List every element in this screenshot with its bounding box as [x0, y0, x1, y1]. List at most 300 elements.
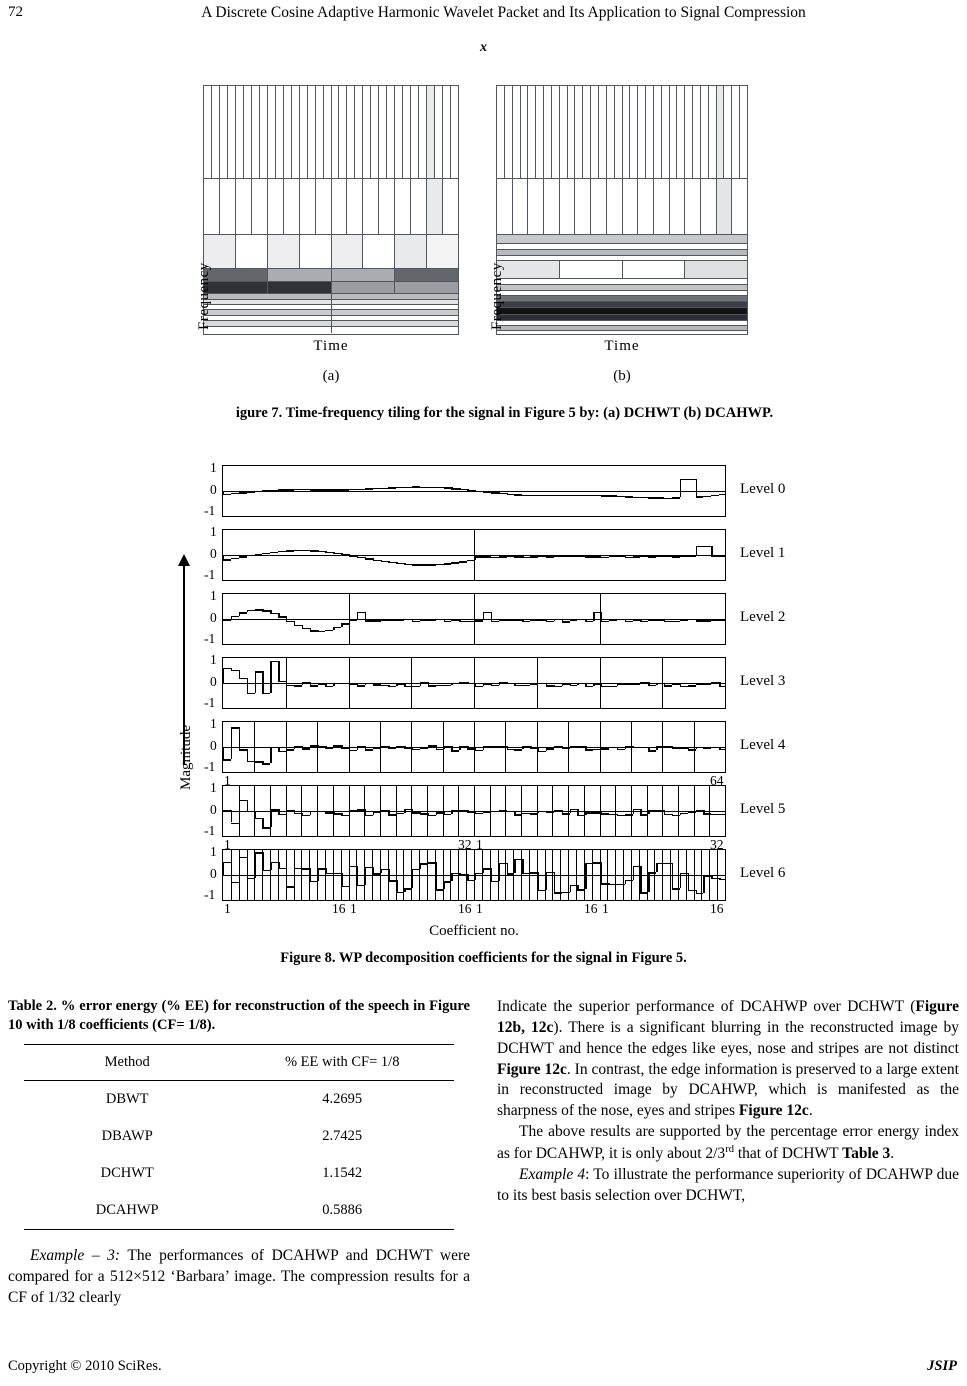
coefficient-edge — [294, 746, 295, 750]
coefficient-edge — [609, 883, 610, 884]
tile-cell — [220, 86, 228, 178]
coefficient-edge — [640, 555, 641, 556]
coefficient-step — [475, 750, 483, 751]
coefficient-edge — [585, 619, 586, 621]
coefficient-step — [570, 556, 578, 557]
coefficient-step — [278, 681, 286, 682]
coefficient-step — [507, 683, 515, 684]
coefficient-step — [341, 815, 349, 816]
tile-band — [204, 326, 458, 333]
coefficient-step — [333, 813, 341, 814]
tile-cell — [575, 179, 591, 234]
coefficient-step — [703, 546, 711, 547]
figure8-ytick-mid: 0 — [210, 738, 217, 753]
coefficient-step — [381, 685, 389, 686]
coefficient-edge — [223, 810, 224, 812]
coefficient-edge — [349, 683, 350, 684]
coefficient-edge — [507, 746, 508, 749]
coefficient-edge — [239, 556, 240, 557]
coefficient-edge — [703, 876, 704, 893]
tile-cell — [528, 179, 544, 234]
tile-cell — [591, 86, 599, 178]
coefficient-step — [546, 685, 554, 686]
footer-journal: JSIP — [927, 1358, 957, 1374]
coefficient-edge — [451, 746, 452, 750]
tile-cell — [308, 86, 316, 178]
coefficient-step — [491, 557, 499, 558]
coefficient-step — [633, 556, 641, 557]
segment-divider — [584, 786, 585, 836]
segment-divider — [474, 722, 475, 772]
tile-band — [204, 268, 458, 281]
coefficient-edge — [451, 810, 452, 814]
coefficient-edge — [286, 616, 287, 620]
coefficient-step — [562, 813, 570, 814]
coefficient-step — [601, 495, 609, 496]
figure8-ytick-mid: 0 — [210, 482, 217, 497]
coefficient-edge — [349, 620, 350, 623]
coefficient-edge — [530, 620, 531, 621]
coefficient-step — [625, 496, 633, 497]
coefficient-edge — [325, 811, 326, 813]
tile-cell — [363, 235, 395, 268]
coefficient-edge — [483, 684, 484, 686]
segment-divider — [427, 786, 428, 836]
coefficient-edge — [640, 682, 641, 684]
coefficient-step — [302, 550, 310, 551]
table2-header-method: Method — [24, 1045, 230, 1081]
coefficient-step — [388, 880, 396, 881]
coefficient-step — [278, 868, 286, 869]
coefficient-edge — [680, 479, 681, 498]
coefficient-step — [562, 621, 570, 622]
figure7-caption — [0, 405, 967, 422]
tile-cell — [395, 282, 458, 293]
coefficient-edge — [475, 620, 476, 621]
coefficient-edge — [530, 684, 531, 685]
coefficient-edge — [680, 873, 681, 888]
example-4-label: Example 4 — [519, 1165, 586, 1183]
coefficient-edge — [412, 619, 413, 621]
coefficient-step — [325, 686, 333, 687]
coefficient-step — [672, 556, 680, 557]
tile-cell — [395, 235, 427, 268]
coefficient-edge — [310, 628, 311, 630]
coefficient-edge — [286, 810, 287, 814]
coefficient-edge — [428, 813, 429, 815]
coefficient-edge — [672, 556, 673, 557]
coefficient-step — [388, 686, 396, 687]
coefficient-step — [262, 763, 270, 764]
tile-band — [497, 178, 747, 234]
coefficient-edge — [459, 488, 460, 489]
coefficient-edge — [333, 552, 334, 553]
segment-divider — [396, 786, 397, 836]
coefficient-edge — [522, 746, 523, 750]
coefficient-edge — [270, 747, 271, 764]
coefficient-edge — [577, 809, 578, 815]
coefficient-edge — [333, 812, 334, 813]
coefficient-edge — [562, 684, 563, 686]
coefficient-edge — [286, 749, 287, 750]
figure7-panel-b-ylabel: Frequency — [489, 262, 505, 330]
coefficient-edge — [388, 561, 389, 562]
coefficient-edge — [522, 620, 523, 621]
coefficient-edge — [286, 550, 287, 551]
coefficient-step — [412, 812, 420, 813]
coefficient-edge — [546, 748, 547, 750]
coefficient-edge — [270, 552, 271, 553]
coefficient-step — [593, 812, 601, 813]
tile-cell — [419, 86, 427, 178]
tile-cell — [623, 179, 639, 234]
tile-band — [204, 234, 458, 268]
coefficient-step — [672, 748, 680, 749]
table-row — [24, 1192, 454, 1230]
coefficient-edge — [483, 811, 484, 812]
segment-divider — [301, 786, 302, 836]
coefficient-step — [577, 815, 585, 816]
coefficient-edge — [522, 859, 523, 873]
coefficient-edge — [333, 627, 334, 630]
segment-divider — [301, 850, 302, 900]
tile-cell — [387, 86, 395, 178]
coefficient-edge — [491, 684, 492, 685]
coefficient-edge — [365, 809, 366, 815]
segment-divider — [349, 594, 350, 644]
figure8-level-panel — [222, 785, 726, 837]
coefficient-edge — [601, 748, 602, 749]
tile-cell — [599, 86, 607, 178]
tile-band — [497, 234, 747, 243]
coefficient-step — [514, 620, 522, 621]
coefficient-edge — [255, 609, 256, 610]
coefficient-step — [388, 814, 396, 815]
table2-cell-value: 2.7425 — [322, 1128, 363, 1145]
coefficient-step — [373, 560, 381, 561]
coefficient-step — [467, 880, 475, 881]
coefficient-edge — [451, 873, 452, 882]
coefficient-edge — [570, 684, 571, 685]
tile-cell — [536, 86, 544, 178]
coefficient-step — [585, 556, 593, 557]
coefficient-step — [562, 748, 570, 749]
coefficient-edge — [475, 748, 476, 750]
coefficient-step — [310, 685, 318, 686]
coefficient-step — [546, 811, 554, 812]
segment-divider — [654, 850, 655, 900]
tile-cell — [332, 327, 459, 333]
coefficient-edge — [365, 867, 366, 885]
coefficient-edge — [601, 612, 602, 621]
coefficient-edge — [664, 619, 665, 621]
coefficient-edge — [404, 563, 405, 564]
coefficient-step — [522, 621, 530, 622]
coefficient-step — [310, 550, 318, 551]
segment-divider — [333, 786, 334, 836]
coefficient-edge — [349, 866, 350, 886]
coefficient-edge — [688, 812, 689, 813]
tile-cell — [220, 179, 236, 234]
coefficient-step — [601, 621, 609, 622]
tile-cell — [513, 86, 521, 178]
coefficient-step — [325, 747, 333, 748]
coefficient-edge — [262, 609, 263, 610]
tile-cell — [347, 86, 355, 178]
coefficient-step — [325, 489, 333, 490]
coefficient-step — [341, 554, 349, 555]
coefficient-step — [318, 811, 326, 812]
coefficient-step — [239, 678, 247, 679]
coefficient-step — [459, 810, 467, 811]
figure8-ytick-top: 1 — [210, 716, 217, 731]
coefficient-edge — [703, 747, 704, 748]
coefficient-step — [396, 487, 404, 488]
coefficient-edge — [239, 670, 240, 678]
figure8-level-label: Level 4 — [740, 737, 786, 753]
example-3-text: The performances of DCAHWP and DCHWT were compared for a 512×512 ‘Barbara’ image. The compression results for a CF of 1/32 clearly — [8, 1247, 471, 1306]
segment-divider — [325, 850, 326, 900]
tile-cell — [568, 86, 576, 178]
segment-divider — [333, 850, 334, 900]
coefficient-step — [656, 619, 664, 620]
coefficient-step — [554, 495, 562, 496]
coefficient-edge — [420, 682, 421, 686]
segment-divider — [521, 786, 522, 836]
table-row — [24, 1081, 454, 1119]
coefficient-step — [349, 489, 357, 490]
coefficient-edge — [554, 619, 555, 621]
tile-cell — [204, 269, 268, 281]
segment-divider — [419, 850, 420, 900]
coefficient-step — [365, 558, 373, 559]
paragraph-example-4 — [497, 1165, 959, 1207]
coefficient-edge — [428, 745, 429, 747]
coefficient-step — [231, 823, 239, 824]
coefficient-step — [286, 489, 294, 490]
coefficient-step — [247, 811, 255, 812]
segment-divider — [349, 722, 350, 772]
coefficient-edge — [554, 685, 555, 686]
figure8-level-label: Level 1 — [740, 545, 786, 561]
coefficient-step — [310, 630, 318, 631]
coefficient-edge — [625, 683, 626, 684]
coefficient-edge — [310, 745, 311, 748]
coefficient-step — [703, 748, 711, 749]
coefficient-edge — [436, 685, 437, 686]
tile-cell — [709, 86, 717, 178]
coefficient-step — [270, 613, 278, 614]
coefficient-edge — [648, 619, 649, 621]
coefficient-edge — [247, 610, 248, 612]
coefficient-step — [428, 564, 436, 565]
coefficient-edge — [656, 746, 657, 750]
coefficient-step — [538, 495, 546, 496]
coefficient-step — [444, 621, 452, 622]
coefficient-edge — [255, 852, 256, 878]
coefficient-step — [672, 888, 680, 889]
tile-cell — [236, 179, 252, 234]
coefficient-step — [640, 497, 648, 498]
coefficient-step — [341, 748, 349, 749]
coefficient-edge — [381, 560, 382, 561]
coefficient-step — [648, 750, 656, 751]
coefficient-edge — [318, 868, 319, 880]
coefficient-step — [522, 495, 530, 496]
coefficient-step — [538, 890, 546, 891]
coefficient-edge — [357, 684, 358, 686]
coefficient-edge — [420, 863, 421, 869]
coefficient-edge — [491, 868, 492, 880]
coefficient-edge — [231, 810, 232, 822]
coefficient-step — [593, 862, 601, 863]
coefficient-edge — [247, 800, 248, 811]
coefficient-step — [404, 564, 412, 565]
coefficient-edge — [255, 554, 256, 555]
coefficient-edge — [696, 546, 697, 556]
coefficient-step — [617, 815, 625, 816]
tile-cell — [662, 86, 670, 178]
coefficient-edge — [507, 863, 508, 874]
coefficient-step — [633, 747, 641, 748]
coefficient-edge — [522, 813, 523, 814]
figure8-ytick-mid: 0 — [210, 674, 217, 689]
tile-cell — [638, 179, 654, 234]
tile-cell — [427, 86, 435, 178]
coefficient-step — [688, 890, 696, 891]
coefficient-edge — [475, 873, 476, 880]
coefficient-step — [475, 686, 483, 687]
coefficient-edge — [562, 746, 563, 748]
coefficient-edge — [388, 869, 389, 880]
coefficient-edge — [404, 746, 405, 747]
coefficient-step — [467, 490, 475, 491]
figure8-caption: Figure 8. WP decomposition coefficients for the signal in Figure 5. — [280, 950, 687, 966]
table-row — [24, 1155, 454, 1192]
segment-divider — [694, 722, 695, 772]
coefficient-step — [223, 759, 231, 760]
coefficient-step — [491, 492, 499, 493]
coefficient-step — [483, 491, 491, 492]
figure8-level-label: Level 2 — [740, 609, 786, 625]
coefficient-edge — [223, 556, 224, 559]
figure8-ylabel: Magnitude — [178, 725, 194, 790]
tile-band — [204, 86, 458, 178]
coefficient-step — [530, 747, 538, 748]
coefficient-edge — [617, 619, 618, 620]
coefficient-step — [310, 881, 318, 882]
figure8-level-label: Level 6 — [740, 865, 786, 881]
segment-divider — [678, 786, 679, 836]
coefficient-edge — [333, 745, 334, 747]
coefficient-step — [388, 619, 396, 620]
coefficient-step — [538, 620, 546, 621]
figure8-xtick: 64 — [710, 773, 724, 788]
coefficient-step — [294, 625, 302, 626]
coefficient-step — [412, 749, 420, 750]
coefficient-step — [436, 749, 444, 750]
coefficient-edge — [420, 748, 421, 749]
coefficient-step — [341, 489, 349, 490]
coefficient-edge — [444, 746, 445, 749]
coefficient-edge — [286, 681, 287, 685]
coefficient-edge — [562, 555, 563, 556]
figure8-xtick: 32 — [710, 837, 724, 852]
coefficient-edge — [499, 682, 500, 685]
tile-cell — [528, 86, 536, 178]
coefficient-edge — [247, 678, 248, 693]
coefficient-edge — [640, 619, 641, 621]
tile-cell — [411, 86, 419, 178]
tile-cell — [427, 235, 458, 268]
tile-cell — [379, 86, 387, 178]
coefficient-step — [262, 693, 270, 694]
tile-cell — [332, 269, 396, 281]
coefficient-step — [664, 621, 672, 622]
tile-cell — [395, 86, 403, 178]
coefficient-edge — [672, 684, 673, 685]
coefficient-edge — [318, 550, 319, 551]
figure8-ytick-top: 1 — [210, 460, 217, 475]
coefficient-edge — [570, 885, 571, 892]
segment-divider — [686, 850, 687, 900]
coefficient-step — [499, 556, 507, 557]
tile-cell — [513, 179, 529, 234]
coefficient-step — [294, 489, 302, 490]
figure8-ytick-top: 1 — [210, 588, 217, 603]
coefficient-edge — [656, 683, 657, 685]
coefficient-step — [436, 487, 444, 488]
tile-cell — [724, 86, 732, 178]
tile-cell — [560, 261, 623, 278]
tile-cell — [560, 86, 568, 178]
tile-cell — [615, 86, 623, 178]
coefficient-edge — [633, 866, 634, 880]
tile-cell — [284, 86, 292, 178]
coefficient-step — [719, 749, 726, 750]
segment-divider — [662, 850, 663, 900]
tile-cell — [544, 179, 560, 234]
example-4-text: : To illustrate the performance superiority of DCAHWP due to its best basis selection over DCHWT, — [497, 1165, 959, 1204]
coefficient-edge — [428, 862, 429, 863]
coefficient-edge — [349, 748, 350, 750]
coefficient-edge — [459, 682, 460, 683]
coefficient-edge — [255, 671, 256, 693]
segment-divider — [576, 850, 577, 900]
tile-cell — [300, 86, 308, 178]
coefficient-edge — [459, 620, 460, 621]
segment-divider — [443, 786, 444, 836]
coefficient-step — [711, 814, 719, 815]
tile-cell — [268, 282, 332, 293]
coefficient-edge — [231, 558, 232, 559]
coefficient-step — [475, 813, 483, 814]
coefficient-edge — [467, 874, 468, 879]
figure-ref-12b-12c: Figure 12b, 12c — [497, 998, 959, 1036]
tile-cell — [316, 86, 324, 178]
coefficient-edge — [444, 563, 445, 564]
paragraph-indicate — [497, 997, 959, 1122]
coefficient-edge — [349, 810, 350, 815]
figure-ref-12c-second: Figure 12c — [738, 1102, 809, 1120]
coefficient-step — [286, 621, 294, 622]
coefficient-step — [223, 559, 231, 560]
coefficient-edge — [483, 491, 484, 492]
coefficient-step — [514, 494, 522, 495]
tile-cell — [497, 261, 560, 278]
coefficient-edge — [514, 811, 515, 814]
coefficient-edge — [522, 556, 523, 557]
